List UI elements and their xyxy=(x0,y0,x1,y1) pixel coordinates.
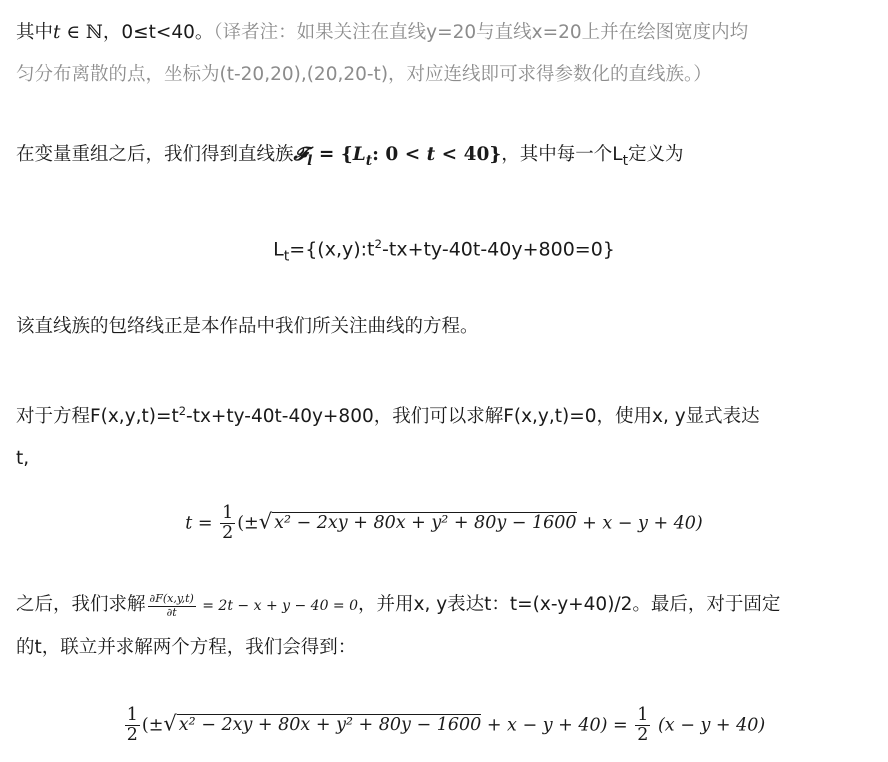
text: 之后，我们求解 xyxy=(16,594,146,615)
text: 该直线族的包络线正是本作品中我们所关注曲线的方程。 xyxy=(16,316,479,337)
math-var: t xyxy=(53,22,61,43)
family-symbol: 𝓕 xyxy=(293,144,308,165)
radicand: x² − 2xy + 80x + y² + 80y − 1600 xyxy=(274,513,577,534)
math-var: L xyxy=(273,238,284,261)
translator-note: （译者注：如果关注在直线y=20与直线x=20上并在绘图宽度内均 xyxy=(213,22,749,43)
superscript: 2 xyxy=(178,404,187,418)
text: t, xyxy=(16,448,30,470)
equation-system xyxy=(0,706,888,746)
partial-fraction xyxy=(148,593,196,618)
text: 的t，联立并求解两个方程，我们会得到： xyxy=(16,637,357,658)
text: 对于方程F(x,y,t)=t xyxy=(16,406,179,428)
radicand: x² − 2xy + 80x + y² + 80y − 1600 xyxy=(178,715,482,736)
sqrt-icon: √ xyxy=(163,711,177,736)
math-text: = { xyxy=(312,144,353,165)
math-subscript: t xyxy=(283,248,290,265)
math-var: t xyxy=(426,144,436,165)
math-text: (± xyxy=(237,513,259,534)
math-subscript: t xyxy=(365,152,373,169)
paragraph-envelope xyxy=(16,306,878,348)
subscript: t xyxy=(622,152,628,169)
math-symbol: ∈ ℕ xyxy=(60,22,103,43)
text: 定义为 xyxy=(628,144,684,165)
equation-lt-definition xyxy=(0,226,888,274)
fraction xyxy=(125,706,140,746)
paragraph-domain xyxy=(16,12,878,96)
fraction xyxy=(635,706,650,746)
fraction-numerator: ∂F(x,y,t) xyxy=(149,592,194,606)
fraction-denominator: 2 xyxy=(126,725,138,746)
text: ，并用x, y表达t：t=(x-y+40)/2。最后，对于固定 xyxy=(358,594,781,615)
math-text: ={(x,y):t xyxy=(289,238,375,261)
fraction-denominator: 2 xyxy=(222,523,234,544)
math-text: < 40} xyxy=(435,144,502,165)
superscript: 2 xyxy=(374,237,383,251)
math-text: (± xyxy=(141,715,164,736)
math-text: = 2t − x + y − 40 = 0 xyxy=(197,598,359,614)
text: -tx+ty-40t-40y+800，我们可以求解F(x,y,t)=0，使用x, y显式表达 xyxy=(186,406,760,428)
math-text: -tx+ty-40t-40y+800=0} xyxy=(382,238,615,261)
math-text: : 0 < xyxy=(372,144,427,165)
math-text: (x − y + 40) xyxy=(652,715,766,736)
family-subscript: l xyxy=(307,152,313,169)
translator-note: 匀分布离散的点，坐标为(t-20,20),(20,20-t)，对应连线即可求得参数化的直线族。） xyxy=(16,64,712,85)
math-text: t = xyxy=(185,513,219,534)
fraction-numerator: 1 xyxy=(222,503,234,523)
fraction-denominator: ∂t xyxy=(166,605,177,619)
text: ，其中每一个L xyxy=(501,144,623,165)
fraction-denominator: 2 xyxy=(637,725,649,746)
fraction-numerator: 1 xyxy=(637,705,649,725)
math-var: L xyxy=(352,144,366,165)
fraction xyxy=(220,504,235,544)
paragraph-partial xyxy=(16,584,878,669)
equation-t-solution xyxy=(0,504,888,544)
text: 在变量重组之后，我们得到直线族 xyxy=(16,144,294,165)
fraction-numerator: 1 xyxy=(126,705,138,725)
sqrt-icon: √ xyxy=(258,509,273,534)
text: ，0≤t<40。 xyxy=(102,22,214,43)
math-text: + x − y + 40) = xyxy=(481,715,634,736)
text: 其中 xyxy=(16,22,54,43)
math-text: + x − y + 40) xyxy=(576,513,703,534)
paragraph-line-family xyxy=(16,134,878,182)
paragraph-solve-f xyxy=(16,390,878,480)
